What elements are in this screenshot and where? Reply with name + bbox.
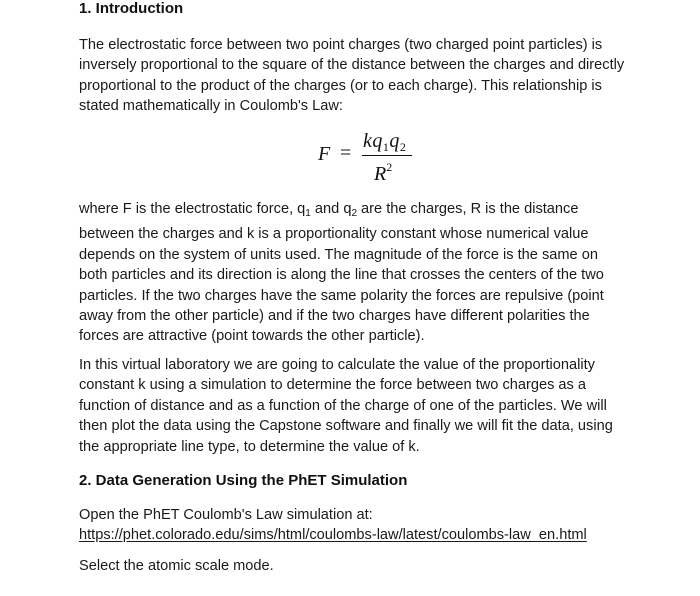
text-line: away from the other particle) and if the two charges have different polarities the [79,308,590,325]
equation-k: k [363,130,373,152]
coulombs-law-equation [318,130,458,190]
text-line: The electrostatic force between two point charges (two charged point particles) is [79,37,603,53]
text-fragment: where F is the electrostatic force, q [79,201,306,217]
text-line: constant k using a simulation to determine the force between two charges as a [79,377,587,394]
text-line: depends on the system of units used. The magnitude of the force is the same on [79,246,598,263]
simulation-paragraph [79,505,669,546]
text-line: proportional to the product of the charges (or to each charge). This relationship is [79,77,602,94]
subscript: 1 [305,208,311,219]
equation-denominator [374,160,392,186]
lab-objective-paragraph [79,355,669,457]
equation-q2-subscript: 2 [399,140,407,154]
instruction-paragraph [79,556,669,576]
text-line: both particles and its direction is along the line that crosses the centers of the two [79,267,604,284]
equation-fraction-bar [362,155,412,156]
subscript: 2 [351,208,357,219]
section-2-heading: 2. Data Generation Using the PhET Simulation [79,472,408,489]
text-line: then plot the data using the Capstone software and finally we will fit the data, using [79,418,613,435]
equation-equals-sign: = [340,142,352,164]
phet-simulation-link[interactable]: https://phet.colorado.edu/sims/html/coulombs-law/latest/coulombs-law_en.html [79,527,587,544]
text-line: between the charges and k is a proportionality constant whose numerical value [79,226,589,243]
equation-force-symbol: F [318,143,331,165]
equation-numerator [363,130,406,155]
equation-q1-subscript: 1 [382,140,390,154]
text-line: Select the atomic scale mode. [79,558,274,574]
section-1-heading: 1. Introduction [79,0,184,17]
equation-r: R [374,163,387,185]
equation-q1: q [372,130,383,152]
equation-exponent: 2 [386,160,393,174]
text-line: inversely proportional to the square of the distance between the charges and directly [79,57,625,74]
text-line: In this virtual laboratory we are going to calculate the value of the proportionality [79,357,595,373]
text-line [79,199,669,224]
text-fragment: and q [310,201,352,217]
text-fragment: are the charges, R is the distance [357,201,579,217]
text-line: function of distance and as a function of the charge of one of the particles. We will [79,397,607,414]
definitions-paragraph [79,199,669,347]
text-line: forces are attractive (point towards the other particle). [79,328,425,345]
intro-paragraph [79,35,669,117]
text-line: Open the PhET Coulomb's Law simulation at: [79,507,373,523]
text-line: the appropriate line type, to determine the value of k. [79,438,420,455]
text-line: particles. If the two charges have the same polarity the forces are repulsive (point [79,287,604,304]
text-line: stated mathematically in Coulomb's Law: [79,98,343,115]
equation-q2: q [389,130,400,152]
text-line [79,525,669,545]
